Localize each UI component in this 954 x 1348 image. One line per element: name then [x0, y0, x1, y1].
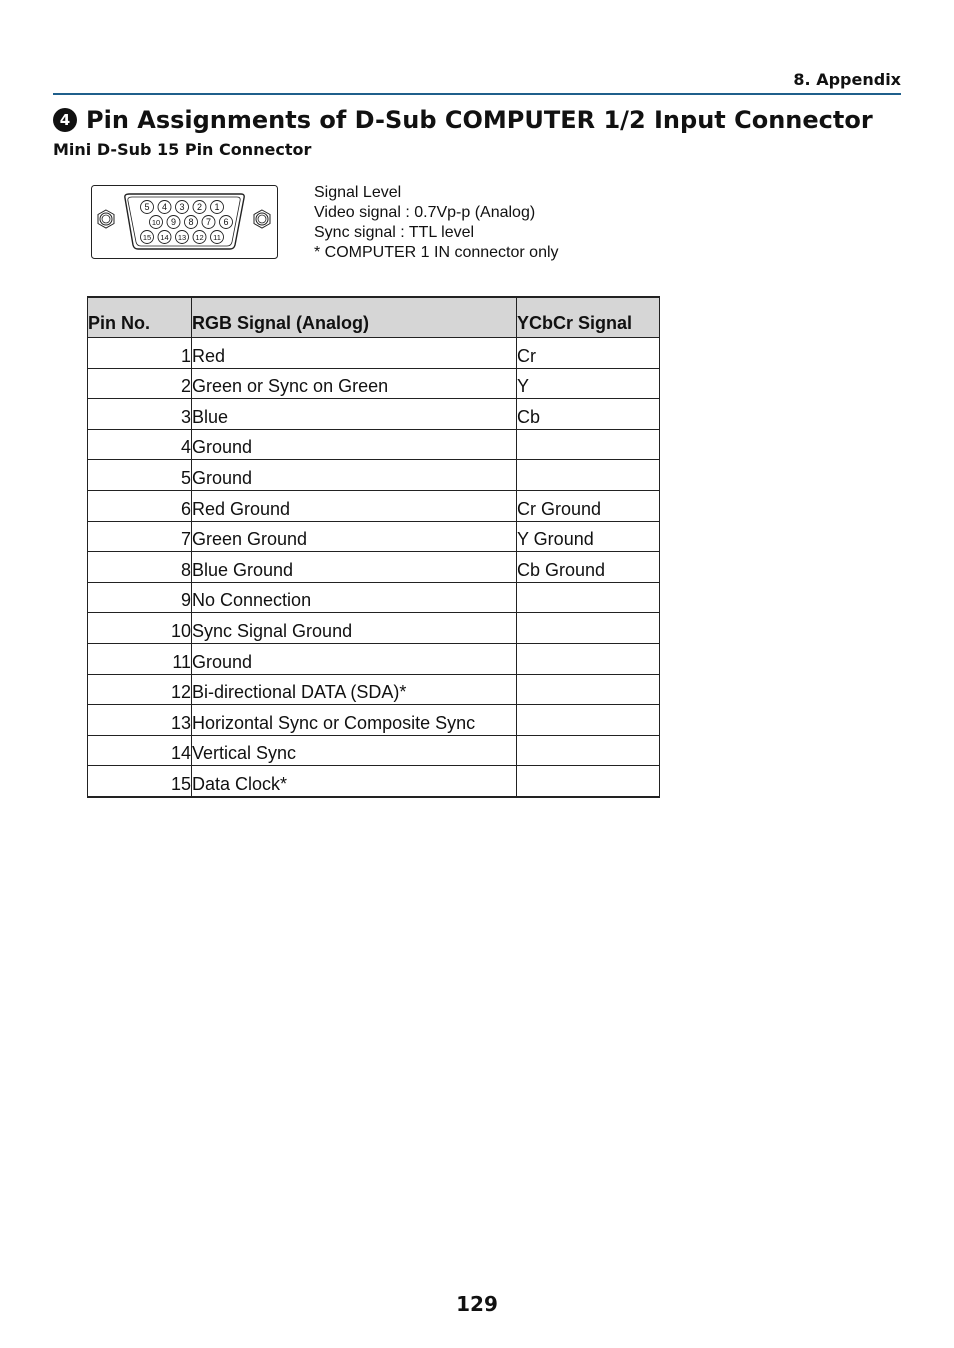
table-row: [88, 643, 660, 674]
pin-number: 4: [88, 429, 192, 460]
pin-number: 3: [88, 399, 192, 430]
rgb-signal: No Connection: [192, 582, 517, 613]
ycbcr-signal: Cb: [517, 399, 660, 430]
table-row: [88, 521, 660, 552]
ycbcr-signal: Y: [517, 368, 660, 399]
pin-number: 10: [88, 613, 192, 644]
connector-pin-label: 15: [142, 233, 152, 243]
connector-pin-label: 6: [223, 217, 229, 228]
table-row: [88, 582, 660, 613]
table-header-row: [88, 297, 660, 338]
connector-pin-label: 14: [160, 233, 169, 243]
ycbcr-signal: Cr Ground: [517, 490, 660, 521]
screw-right-icon: [254, 210, 270, 228]
pin-number: 8: [88, 552, 192, 583]
table-row: [88, 399, 660, 430]
rgb-signal: Ground: [192, 429, 517, 460]
table-row: [88, 552, 660, 583]
connector-pin-label: 5: [144, 202, 150, 213]
table-row: [88, 705, 660, 736]
connector-pin-label: 2: [196, 202, 203, 213]
rgb-signal: Red Ground: [192, 490, 517, 521]
pin-number: 11: [88, 643, 192, 674]
rgb-signal: Red: [192, 338, 517, 369]
page-number: 129: [456, 1292, 498, 1316]
header-rgb-signal: RGB Signal (Analog): [192, 297, 517, 338]
ycbcr-signal: [517, 429, 660, 460]
ycbcr-signal: [517, 582, 660, 613]
table-row: [88, 429, 660, 460]
ycbcr-signal: [517, 643, 660, 674]
connector-pin-label: 10: [151, 218, 161, 228]
connector-pin-label: 12: [195, 233, 204, 243]
pin-assignment-table: [87, 296, 660, 798]
pin-number: 9: [88, 582, 192, 613]
table-row: [88, 490, 660, 521]
ycbcr-signal: Y Ground: [517, 521, 660, 552]
screw-left-icon: [98, 210, 114, 228]
rgb-signal: Sync Signal Ground: [192, 613, 517, 644]
table-row: [88, 338, 660, 369]
signal-level-heading: Signal Level: [314, 184, 402, 201]
connector-pin-label: 11: [213, 233, 221, 243]
section-label: 8. Appendix: [793, 70, 901, 89]
ycbcr-signal: [517, 674, 660, 705]
connector-pin-label: 4: [161, 202, 168, 213]
connector-pin-label: 8: [188, 217, 194, 228]
ycbcr-signal: [517, 460, 660, 491]
rgb-signal: Vertical Sync: [192, 735, 517, 766]
dsub-connector-icon: [91, 185, 278, 259]
table-row: [88, 735, 660, 766]
rgb-signal: Ground: [192, 460, 517, 491]
ycbcr-signal: Cb Ground: [517, 552, 660, 583]
rgb-signal: Blue Ground: [192, 552, 517, 583]
table-row: [88, 674, 660, 705]
table-row: [88, 766, 660, 797]
table-row: [88, 460, 660, 491]
rgb-signal: Green or Sync on Green: [192, 368, 517, 399]
header-pin-no: Pin No.: [88, 297, 192, 338]
table-row: [88, 368, 660, 399]
sync-signal-text: Sync signal : TTL level: [314, 224, 475, 241]
rgb-signal: Horizontal Sync or Composite Sync: [192, 705, 517, 736]
connector-pin-label: 7: [205, 217, 212, 228]
connector-note: * COMPUTER 1 IN connector only: [314, 244, 559, 261]
signal-level-info: [314, 183, 559, 263]
pin-number: 7: [88, 521, 192, 552]
pin-number: 6: [88, 490, 192, 521]
ycbcr-signal: [517, 705, 660, 736]
video-signal-text: Video signal : 0.7Vp-p (Analog): [314, 204, 536, 221]
pin-number: 14: [88, 735, 192, 766]
number-badge-icon: 4: [53, 108, 77, 132]
pin-number: 1: [88, 338, 192, 369]
rgb-signal: Bi-directional DATA (SDA)*: [192, 674, 517, 705]
rgb-signal: Blue: [192, 399, 517, 430]
connector-pin-label: 9: [170, 217, 177, 228]
ycbcr-signal: Cr: [517, 338, 660, 369]
connector-pin-label: 3: [179, 202, 185, 213]
pin-number: 15: [88, 766, 192, 797]
pin-number: 2: [88, 368, 192, 399]
pin-number: 5: [88, 460, 192, 491]
table-row: [88, 613, 660, 644]
header-ycbcr-signal: YCbCr Signal: [517, 297, 660, 338]
page-title-text: Pin Assignments of D-Sub COMPUTER 1/2 Input Connector: [86, 106, 873, 134]
header-rule: [53, 93, 901, 95]
subtitle: Mini D-Sub 15 Pin Connector: [53, 140, 312, 159]
pin-number: 13: [88, 705, 192, 736]
ycbcr-signal: [517, 613, 660, 644]
connector-pin-label: 13: [177, 233, 187, 243]
ycbcr-signal: [517, 735, 660, 766]
pin-number: 12: [88, 674, 192, 705]
rgb-signal: Data Clock*: [192, 766, 517, 797]
rgb-signal: Ground: [192, 643, 517, 674]
connector-pin-label: 1: [214, 202, 220, 213]
page-title: [53, 106, 933, 134]
ycbcr-signal: [517, 766, 660, 797]
rgb-signal: Green Ground: [192, 521, 517, 552]
